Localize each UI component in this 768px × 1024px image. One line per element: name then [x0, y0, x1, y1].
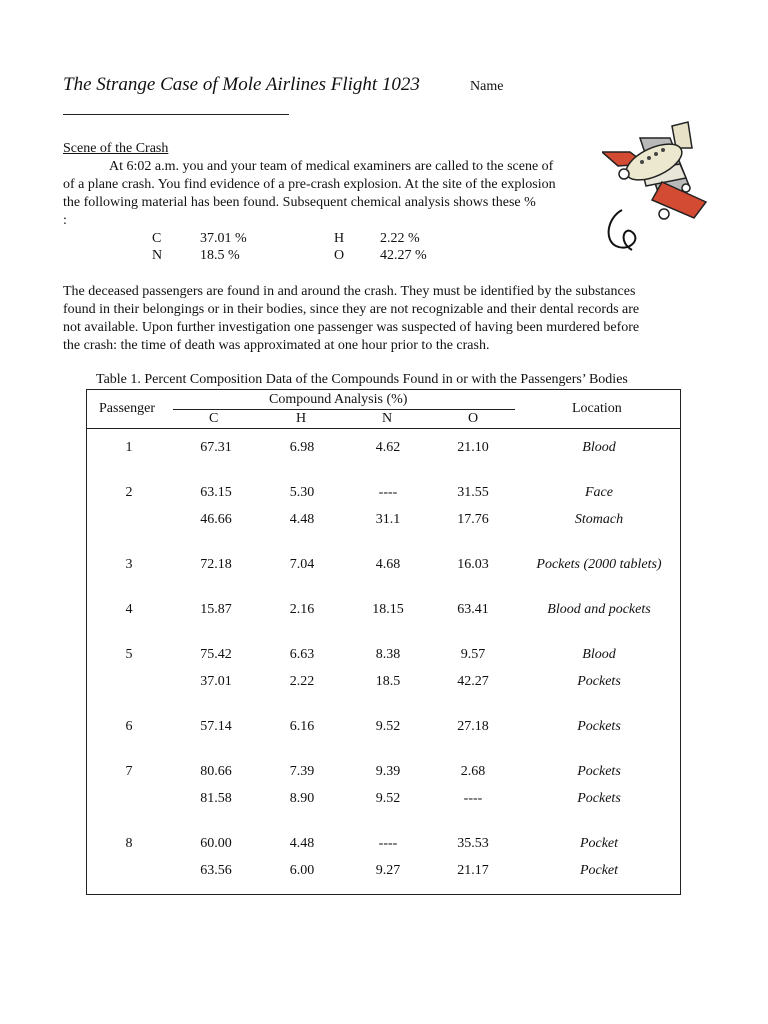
carbon-value: 37.01	[200, 674, 232, 689]
nitrogen-value: 18.15	[372, 602, 404, 617]
hydrogen-value: 5.30	[289, 485, 315, 500]
intro-line: of a plane crash. You find evidence of a pre-crash explosion. At the site of the explosion	[63, 177, 556, 192]
passenger-number: 6	[125, 719, 133, 734]
passenger-number: 3	[125, 557, 133, 572]
nitrogen-value: 9.39	[375, 764, 401, 779]
location-value: Blood and pockets	[547, 602, 651, 617]
hydrogen-value: 6.63	[289, 647, 315, 662]
nitrogen-value: 31.1	[375, 512, 401, 527]
hydrogen-value: 6.98	[289, 440, 315, 455]
document-title: The Strange Case of Mole Airlines Flight 1023	[63, 74, 420, 95]
carbon-value: 81.58	[200, 791, 232, 806]
column-o-header: O	[468, 411, 479, 426]
intro-line: the following material has been found. Subsequent chemical analysis shows these %	[63, 195, 536, 210]
table-caption: Table 1. Percent Composition Data of the Compounds Found in or with the Passengers’ Bodies	[96, 372, 628, 387]
composition-row	[152, 230, 460, 247]
passenger-number: 7	[125, 764, 133, 779]
oxygen-value: ----	[463, 791, 483, 806]
element-symbol: O	[334, 248, 345, 263]
name-label: Name	[470, 79, 504, 94]
hydrogen-value: 6.16	[289, 719, 315, 734]
location-value: Pockets	[577, 791, 621, 806]
header-bottom-rule	[87, 428, 680, 429]
carbon-value: 72.18	[200, 557, 232, 572]
element-symbol: N	[152, 248, 163, 263]
nitrogen-value: 9.52	[375, 719, 401, 734]
oxygen-value: 35.53	[457, 836, 489, 851]
carbon-value: 80.66	[200, 764, 232, 779]
nitrogen-value: 9.52	[375, 791, 401, 806]
hydrogen-value: 2.22	[289, 674, 315, 689]
carbon-value: 46.66	[200, 512, 232, 527]
passengers-paragraph	[63, 283, 693, 355]
oxygen-value: 9.57	[460, 647, 486, 662]
oxygen-value: 2.68	[460, 764, 486, 779]
passenger-header: Passenger	[99, 401, 155, 416]
element-percent: 37.01 %	[200, 231, 247, 246]
location-value: Pocket	[579, 836, 619, 851]
composition-row	[152, 247, 460, 264]
oxygen-value: 31.55	[457, 485, 489, 500]
carbon-value: 67.31	[200, 440, 232, 455]
passenger-number: 5	[125, 647, 133, 662]
location-value: Pockets (2000 tablets)	[536, 557, 662, 572]
location-value: Face	[585, 485, 613, 500]
oxygen-value: 17.76	[457, 512, 489, 527]
nitrogen-value: 4.68	[375, 557, 401, 572]
carbon-value: 60.00	[200, 836, 232, 851]
name-blank-line	[63, 114, 289, 115]
nitrogen-value: 8.38	[375, 647, 401, 662]
location-header: Location	[572, 401, 622, 416]
location-value: Pocket	[579, 863, 619, 878]
location-value: Pockets	[577, 719, 621, 734]
nitrogen-value: 18.5	[375, 674, 401, 689]
location-value: Stomach	[574, 512, 624, 527]
location-value: Blood	[582, 440, 616, 455]
paragraph-line: The deceased passengers are found in and around the crash. They must be identified by the substances	[63, 284, 636, 299]
column-c-header: C	[209, 411, 219, 426]
element-percent: 18.5 %	[200, 248, 240, 263]
column-n-header: N	[382, 411, 393, 426]
hydrogen-value: 4.48	[289, 512, 315, 527]
paragraph-line: found in their belongings or in their bodies, since they are not recognizable and their dental records are	[63, 302, 640, 317]
hydrogen-value: 8.90	[289, 791, 315, 806]
oxygen-value: 16.03	[457, 557, 489, 572]
element-percent: 2.22 %	[380, 231, 420, 246]
location-value: Blood	[582, 647, 616, 662]
element-symbol: H	[334, 231, 345, 246]
element-percent: 42.27 %	[380, 248, 427, 263]
intro-line: At 6:02 a.m. you and your team of medical examiners are called to the scene of	[109, 159, 554, 174]
scene-heading: Scene of the Crash	[63, 141, 169, 156]
hydrogen-value: 6.00	[289, 863, 315, 878]
element-symbol: C	[152, 231, 162, 246]
carbon-value: 75.42	[200, 647, 232, 662]
oxygen-value: 21.17	[457, 863, 489, 878]
passenger-number: 8	[125, 836, 133, 851]
hydrogen-value: 4.48	[289, 836, 315, 851]
passenger-number: 1	[125, 440, 133, 455]
nitrogen-value: 4.62	[375, 440, 401, 455]
explosion-composition	[152, 230, 460, 264]
carbon-value: 15.87	[200, 602, 232, 617]
passenger-number: 4	[125, 602, 133, 617]
passenger-data-table	[86, 389, 681, 895]
column-h-header: H	[296, 411, 307, 426]
passenger-number: 2	[125, 485, 133, 500]
oxygen-value: 21.10	[457, 440, 489, 455]
intro-line: :	[63, 213, 67, 228]
hydrogen-value: 7.39	[289, 764, 315, 779]
hydrogen-value: 2.16	[289, 602, 315, 617]
location-value: Pockets	[577, 764, 621, 779]
nitrogen-value: ----	[378, 836, 398, 851]
paragraph-line: not available. Upon further investigation one passenger was suspected of having been murdered before	[63, 320, 640, 335]
intro-paragraph	[63, 158, 608, 230]
hydrogen-value: 7.04	[289, 557, 315, 572]
compound-header-rule	[173, 409, 515, 410]
oxygen-value: 27.18	[457, 719, 489, 734]
airplane-clipart-icon	[602, 118, 712, 268]
carbon-value: 63.56	[200, 863, 232, 878]
carbon-value: 57.14	[200, 719, 232, 734]
paragraph-line: the crash: the time of death was approximated at one hour prior to the crash.	[63, 338, 490, 353]
compound-analysis-header: Compound Analysis (%)	[269, 392, 408, 407]
carbon-value: 63.15	[200, 485, 232, 500]
location-value: Pockets	[577, 674, 621, 689]
nitrogen-value: 9.27	[375, 863, 401, 878]
nitrogen-value: ----	[378, 485, 398, 500]
oxygen-value: 42.27	[457, 674, 489, 689]
oxygen-value: 63.41	[457, 602, 489, 617]
